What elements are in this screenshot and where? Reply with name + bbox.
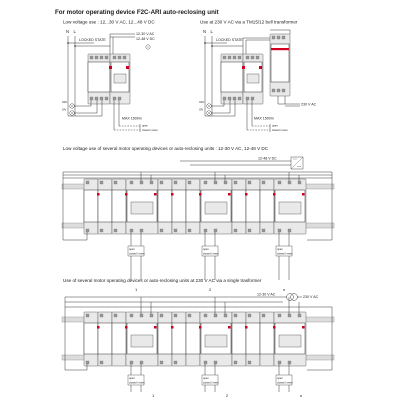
cable-open-label: open	[277, 248, 283, 251]
device-group-1	[84, 312, 158, 366]
cable-n	[276, 232, 293, 292]
section2-schematic	[62, 146, 334, 292]
unit-number-2: 2	[226, 393, 229, 398]
cable-closed-label: closed / reset	[129, 252, 145, 256]
unit-number-1: 1	[135, 287, 138, 292]
device-group-n	[232, 312, 306, 366]
section2-supply-label: 12-48 V DC	[258, 156, 277, 161]
lamp-icon	[70, 111, 75, 116]
supply-230-label: 230 V AC	[301, 102, 317, 107]
cable-n	[276, 364, 302, 398]
section2-caption: Low voltage use of several motor operating devices or auto-reclosing units : 12-30 V AC, 12-48 V DC	[63, 146, 269, 151]
section1-right-caption: Use at 230 V AC via a TM15/12 bell transformer	[200, 19, 298, 25]
section3-schematic	[62, 278, 334, 398]
off-label: OFF	[199, 101, 205, 104]
cable-closed-label: closed / reset	[129, 381, 145, 385]
supply-ac-label: 12-30 V AC	[136, 32, 155, 37]
cable-1	[128, 364, 155, 398]
phase-l-label: L	[73, 29, 76, 34]
device-group-2	[158, 312, 232, 366]
f2c-ari-device	[88, 54, 130, 104]
dc-source-icon	[146, 45, 150, 49]
phase-n-label: N	[66, 29, 70, 34]
dc-source-icon	[291, 157, 303, 169]
section1-right-schematic	[199, 20, 317, 133]
transformer-icon	[287, 294, 298, 301]
on-label: ON	[199, 108, 203, 112]
on-label: ON	[62, 108, 66, 112]
cable-open-label: open	[129, 377, 135, 380]
transformer-icon	[270, 34, 290, 96]
supply-dc-label: 12-48 V DC	[136, 37, 155, 41]
section3-supply-low-label: 12-30 V AC	[257, 292, 276, 297]
unit-number-1: 1	[152, 393, 155, 398]
unit-number-n: n	[300, 393, 303, 398]
cable-1	[128, 232, 145, 292]
unit-number-2: 2	[209, 287, 212, 292]
cable-closed-label: closed / reset	[203, 252, 219, 256]
open-label: open	[142, 124, 148, 128]
cable-open-label: open	[129, 248, 135, 251]
locked-state-label: LOCKED STATE	[79, 38, 106, 42]
section1-left-schematic	[62, 20, 158, 133]
cable-open-label: open	[203, 248, 209, 251]
off-label: OFF	[62, 101, 68, 104]
closed-reset-label: closed / reset	[142, 129, 158, 132]
cable-open-label: open	[203, 377, 209, 380]
max-distance-label: MAX 1500m	[254, 116, 274, 121]
device-group-2	[158, 179, 232, 234]
cable-closed-label: closed / reset	[277, 381, 293, 385]
lamp-icon	[207, 104, 212, 109]
cable-closed-label: closed / reset	[277, 252, 293, 256]
unit-number-n: n	[283, 287, 286, 292]
cable-closed-label: closed / reset	[203, 381, 219, 385]
section3-supply-high-label: 230 V AC	[303, 295, 319, 299]
open-label: open	[272, 124, 278, 128]
max-distance-label: MAX 1500m	[122, 116, 142, 121]
locked-state-label: LOCKED STATE	[216, 38, 243, 42]
cable-open-label: open	[277, 377, 283, 380]
lamp-icon	[70, 104, 75, 109]
device-group-1	[84, 179, 158, 234]
f2c-ari-device	[221, 54, 263, 104]
diagram-title: For motor operating device F2C-ARI auto-reclosing unit	[55, 9, 219, 16]
phase-n-label: N	[203, 29, 207, 34]
cable-2	[202, 364, 229, 398]
section1-left-caption: Low voltage use : 12...30 V AC, 12...48 V DC	[63, 19, 155, 25]
section3-caption: Use of several motor operating devices or auto-reclosing units at 230 V AC via a single trasformer	[63, 278, 262, 283]
device-group-n	[232, 179, 306, 234]
lamp-icon	[207, 111, 212, 116]
phase-l-label: L	[210, 29, 213, 34]
cable-2	[202, 232, 219, 292]
closed-reset-label: closed / reset	[272, 129, 288, 132]
